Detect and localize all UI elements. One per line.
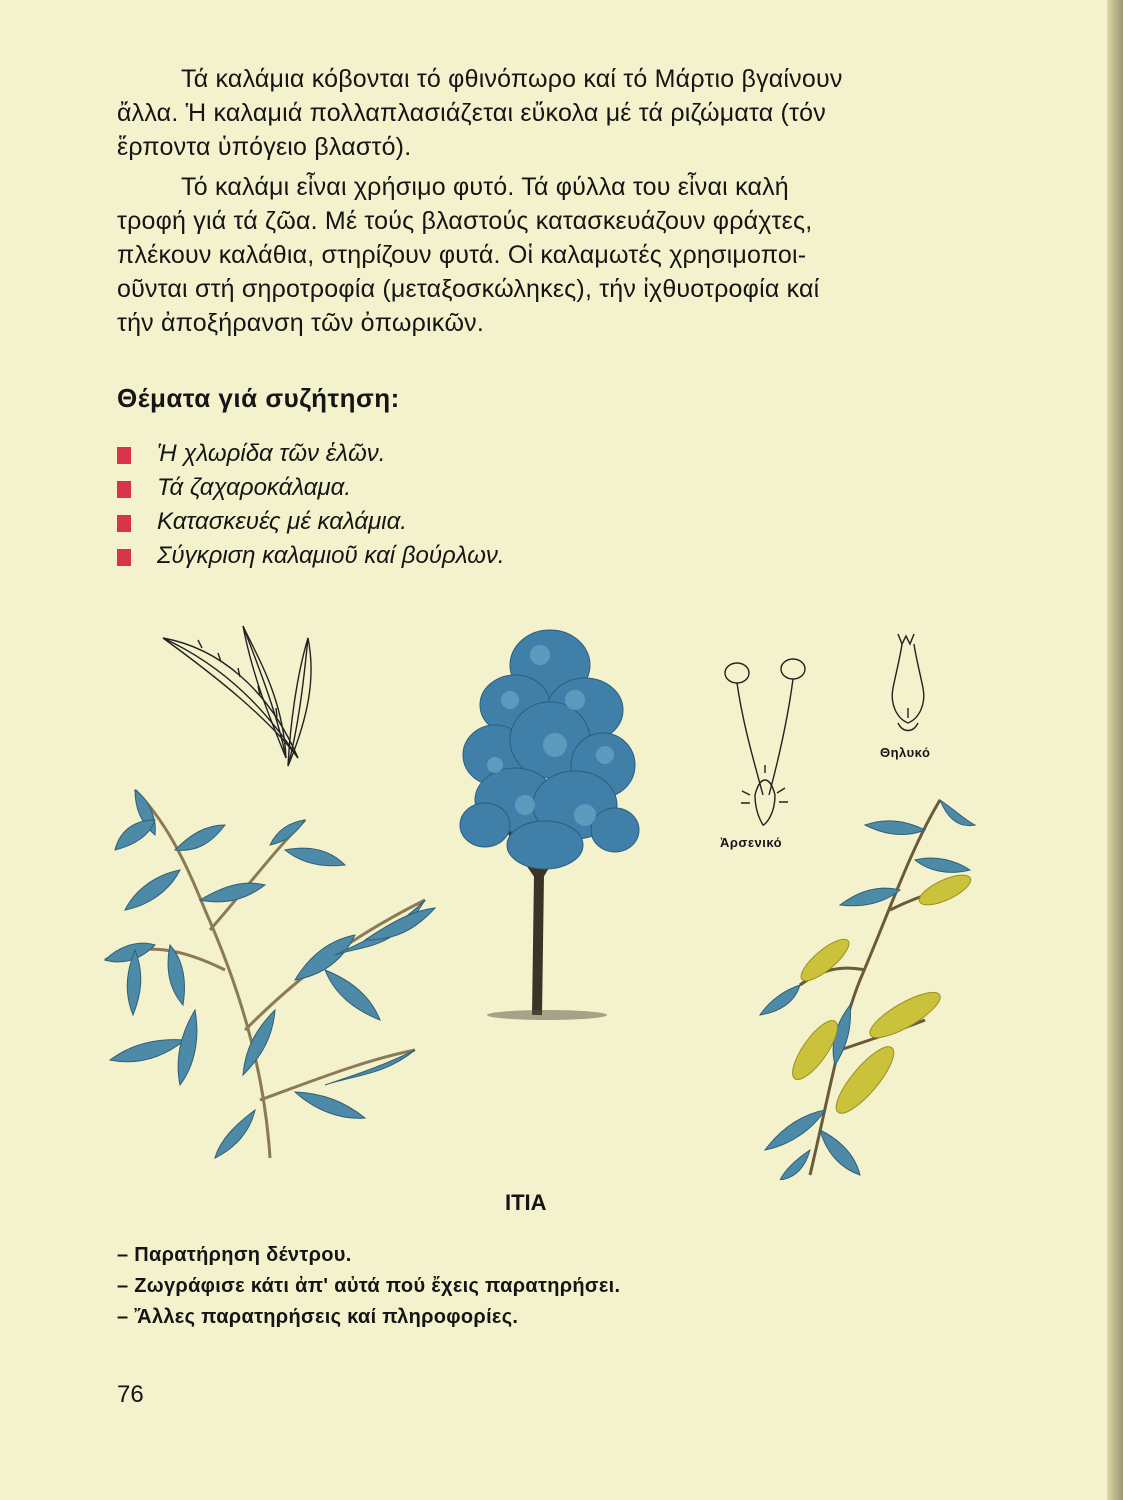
page-number: 76	[117, 1381, 144, 1408]
paragraph-reed-harvest	[117, 62, 977, 164]
text-line: οῦνται στή σηροτροφία (μεταξοσκώληκες), τήν ἰχθυοτροφία καί	[117, 275, 820, 303]
text-line: Τά καλάμια κόβονται τό φθινόπωρο καί τό Μάρτιο βγαίνουν	[181, 65, 843, 93]
discussion-topics-list	[117, 437, 505, 573]
discussion-topics-heading: Θέματα γιά συζήτηση:	[117, 383, 400, 413]
text-line: ἄλλα. Ἡ καλαμιά πολλαπλασιάζεται εὔκολα μέ τά ριζώματα (τόν	[117, 99, 826, 127]
square-bullet-icon	[117, 481, 131, 498]
square-bullet-icon	[117, 515, 131, 532]
text-line: τήν ἀποξήρανση τῶν ὀπωρικῶν.	[117, 309, 485, 337]
text-line: Τό καλάμι εἶναι χρήσιμο φυτό. Τά φύλλα του εἶναι καλή	[181, 173, 789, 201]
observation-tasks-list	[117, 1240, 620, 1333]
topic-item	[117, 505, 505, 539]
topic-text: Τά ζαχαροκάλαμα.	[157, 474, 351, 501]
topic-item	[117, 539, 505, 573]
square-bullet-icon	[117, 549, 131, 566]
task-item: – Ἄλλες παρατηρήσεις καί πληροφορίες.	[117, 1306, 519, 1328]
text-line: τροφή γιά τά ζῶα. Μέ τούς βλαστούς κατασκευάζουν φράχτες,	[117, 207, 813, 235]
topic-item	[117, 437, 505, 471]
text-line: πλέκουν καλάθια, στηρίζουν φυτά. Οἱ καλαμωτές χρησιμοποι-	[117, 241, 807, 269]
paragraph-reed-uses	[117, 170, 977, 340]
female-flower-label: Θηλυκό	[880, 745, 931, 760]
page-binding-shadow	[1107, 0, 1123, 1500]
willow-catkin-branch-illustration	[740, 790, 980, 1180]
female-flower-drawing	[878, 628, 938, 743]
task-item: – Ζωγράφισε κάτι ἀπ' αὐτά πού ἔχεις παρατηρήσει.	[117, 1275, 621, 1297]
willow-branch-illustration	[95, 780, 440, 1160]
topic-text: Κατασκευές μέ καλάμια.	[157, 508, 407, 535]
topic-item	[117, 471, 505, 505]
male-flower-label: Ἀρσενικό	[720, 835, 783, 850]
task-item: – Παρατήρηση δέντρου.	[117, 1244, 352, 1266]
figure-caption-willow: ΙΤΙΑ	[505, 1190, 547, 1215]
topic-text: Ἡ χλωρίδα τῶν ἑλῶν.	[157, 440, 386, 467]
square-bullet-icon	[117, 447, 131, 464]
topic-text: Σύγκριση καλαμιοῦ καί βούρλων.	[157, 542, 505, 569]
text-line: ἕρποντα ὑπόγειο βλαστό).	[117, 133, 412, 161]
willow-leaves-outline-drawing	[158, 618, 328, 768]
willow-tree-illustration	[455, 625, 640, 1020]
